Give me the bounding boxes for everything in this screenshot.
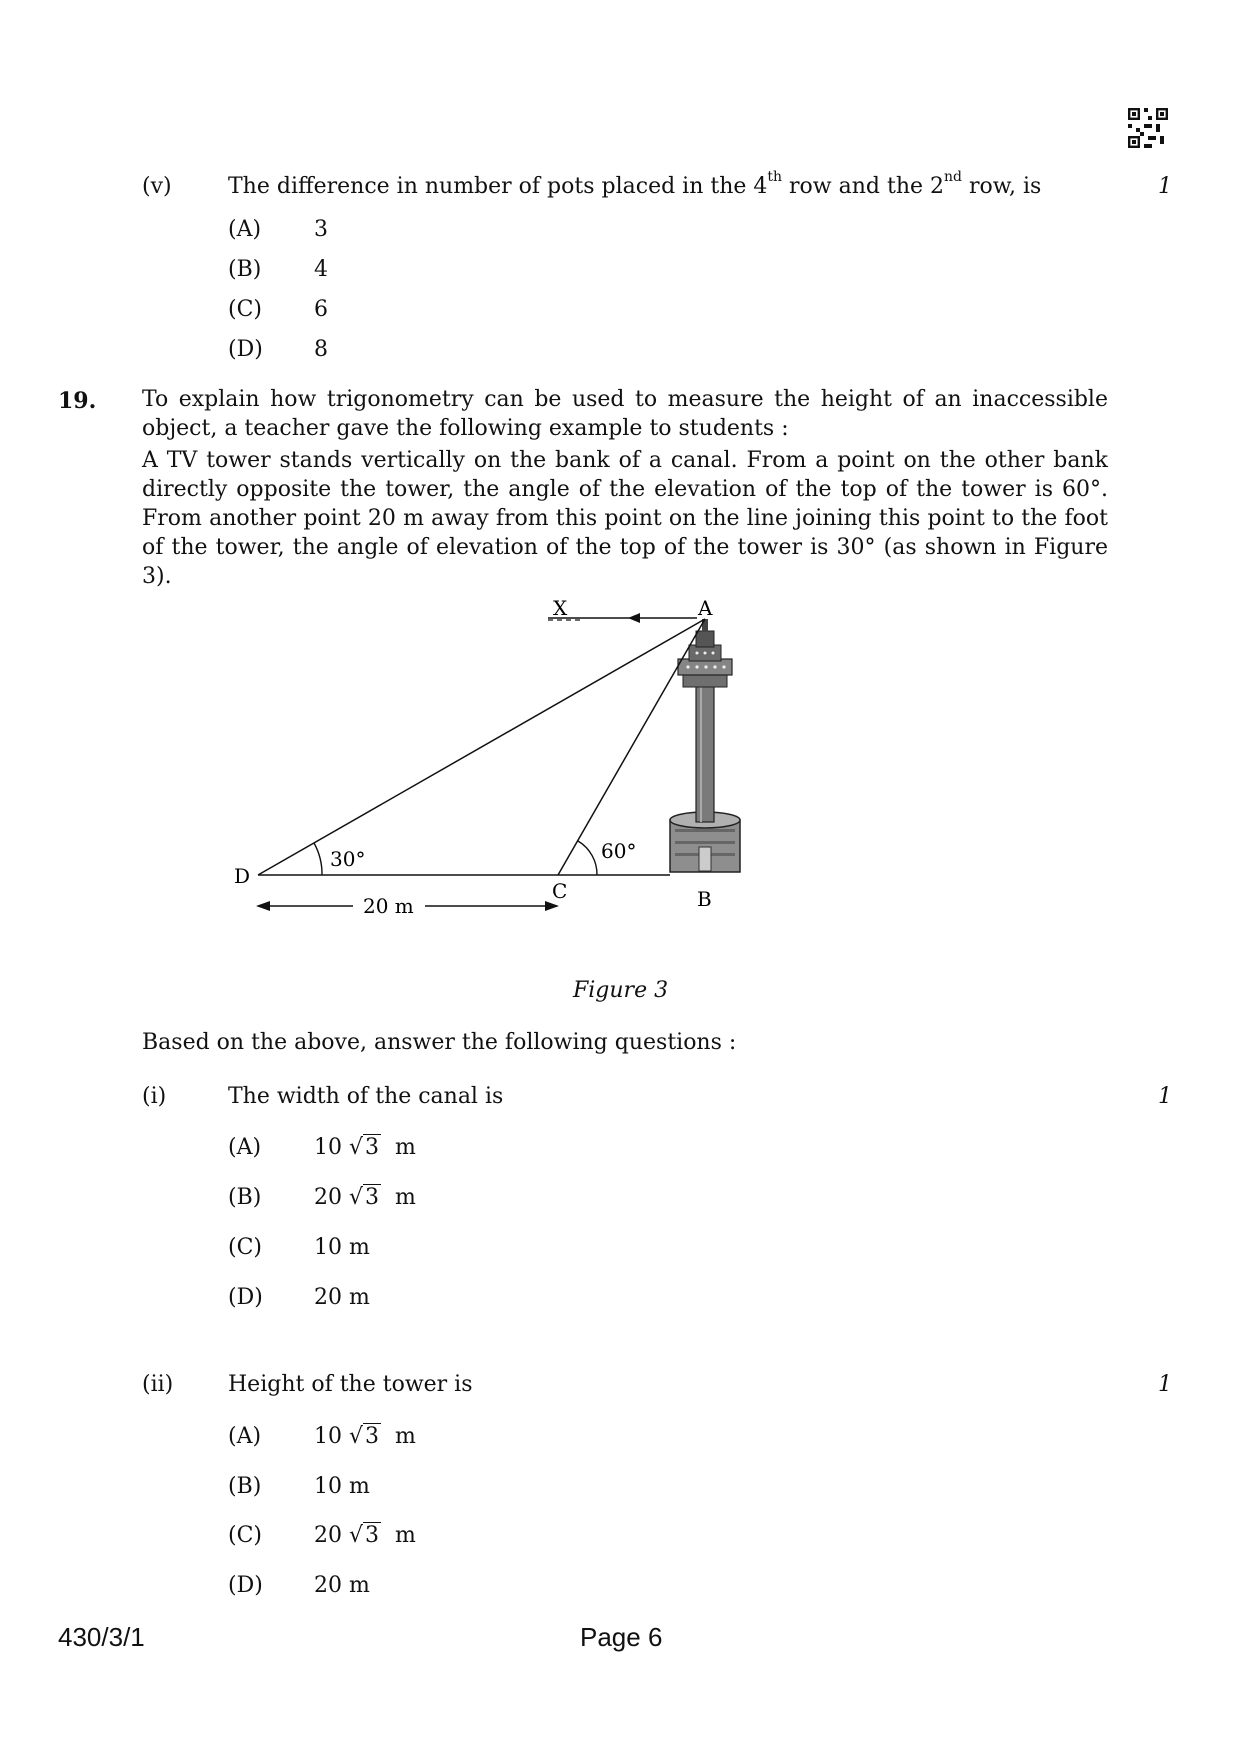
coefficient: 20: [314, 1185, 342, 1210]
unit: m: [395, 1424, 416, 1449]
angle-label-c: 60°: [601, 839, 637, 863]
q19-i-option-label: (B): [228, 1185, 262, 1210]
q19-ii-marks: 1: [1158, 1372, 1172, 1397]
q19-i-marks: 1: [1158, 1084, 1172, 1109]
q18v-text-b: row and the 2: [782, 174, 945, 199]
sqrt-symbol: √3: [349, 1523, 380, 1548]
q18v-number: (v): [142, 174, 172, 199]
q19-ii-option-value: [314, 1424, 416, 1450]
angle-arc-c: [578, 841, 597, 875]
paper-code: 430/3/1: [58, 1622, 145, 1652]
unit: m: [395, 1185, 416, 1210]
q18v-text-c: row, is: [962, 174, 1042, 199]
label-b: B: [697, 887, 712, 911]
q19-ii-number: (ii): [142, 1372, 174, 1397]
q19-number: 19.: [58, 388, 97, 414]
q19-i-number: (i): [142, 1084, 167, 1109]
sqrt-symbol: √3: [349, 1135, 380, 1160]
q19-ii-option-value: 20 m: [314, 1573, 370, 1598]
label-a: A: [698, 596, 713, 620]
unit: m: [395, 1523, 416, 1548]
tower-icon: [670, 619, 740, 872]
sqrt-symbol: √3: [349, 1185, 380, 1210]
q19-ii-question: Height of the tower is: [228, 1372, 473, 1397]
q18v-option-value: 4: [314, 257, 328, 282]
q18v-question: [228, 169, 1042, 200]
q18v-sup-b: nd: [944, 169, 962, 185]
q19-i-option-label: (A): [228, 1135, 262, 1160]
q18v-option-value: 3: [314, 217, 328, 242]
label-x: X: [553, 596, 568, 620]
angle-arc-d: [314, 843, 322, 875]
q19-ii-option-label: (D): [228, 1573, 263, 1598]
label-c: C: [552, 879, 568, 903]
q18v-option-label: (B): [228, 257, 262, 282]
radicand: 3: [365, 1185, 380, 1210]
radicand: 3: [365, 1135, 380, 1160]
figure-3: [200, 585, 760, 925]
q18v-option-label: (A): [228, 217, 262, 242]
q18v-sup-a: th: [767, 169, 783, 185]
q19-i-question: The width of the canal is: [228, 1084, 504, 1109]
q19-i-option-value: 10 m: [314, 1235, 370, 1260]
coefficient: 20: [314, 1523, 342, 1548]
coefficient: 10: [314, 1424, 342, 1449]
q19-prompt: Based on the above, answer the following questions :: [142, 1030, 737, 1055]
label-d: D: [234, 864, 251, 888]
figure-caption: Figure 3: [573, 978, 669, 1003]
q19-ii-option-value: 10 m: [314, 1474, 370, 1499]
q19-i-option-value: 20 m: [314, 1285, 370, 1310]
arrowhead-left: [256, 901, 270, 911]
q19-i-option-label: (C): [228, 1235, 262, 1260]
page-number: Page 6: [580, 1622, 663, 1652]
radicand: 3: [365, 1523, 380, 1548]
q19-ii-option-value: [314, 1523, 416, 1549]
sight-line-da: [258, 619, 705, 875]
q18v-marks: 1: [1158, 174, 1172, 199]
distance-label: 20 m: [363, 894, 414, 918]
q18v-option-label: (D): [228, 337, 263, 362]
q19-i-option-value: [314, 1185, 416, 1211]
q18v-option-value: 6: [314, 297, 328, 322]
coefficient: 10: [314, 1135, 342, 1160]
arrowhead-toward-x: [628, 613, 640, 623]
q18v-option-value: 8: [314, 337, 328, 362]
q19-ii-option-label: (A): [228, 1424, 262, 1449]
q19-ii-option-label: (C): [228, 1523, 262, 1548]
angle-label-d: 30°: [330, 847, 366, 871]
unit: m: [395, 1135, 416, 1160]
qr-code: [1128, 108, 1168, 148]
q18v-text-a: The difference in number of pots placed in the 4: [228, 174, 768, 199]
q19-intro: To explain how trigonometry can be used to measure the height of an inaccessible object, a teacher gave the following example to students :: [142, 387, 1108, 441]
q18v-option-label: (C): [228, 297, 262, 322]
q19-i-option-value: [314, 1135, 416, 1161]
q19-scenario: A TV tower stands vertically on the bank of a canal. From a point on the other bank directly opposite the tower, the angle of the elevation of the top of the tower is 60°. From another point 20 m away from this point on the line joining this point to the foot of the tower, the angle of elevation of the top of the tower is 30° (as shown in Figure 3).: [142, 448, 1108, 589]
q19-ii-option-label: (B): [228, 1474, 262, 1499]
sqrt-symbol: √3: [349, 1424, 380, 1449]
radicand: 3: [365, 1424, 380, 1449]
q19-i-option-label: (D): [228, 1285, 263, 1310]
